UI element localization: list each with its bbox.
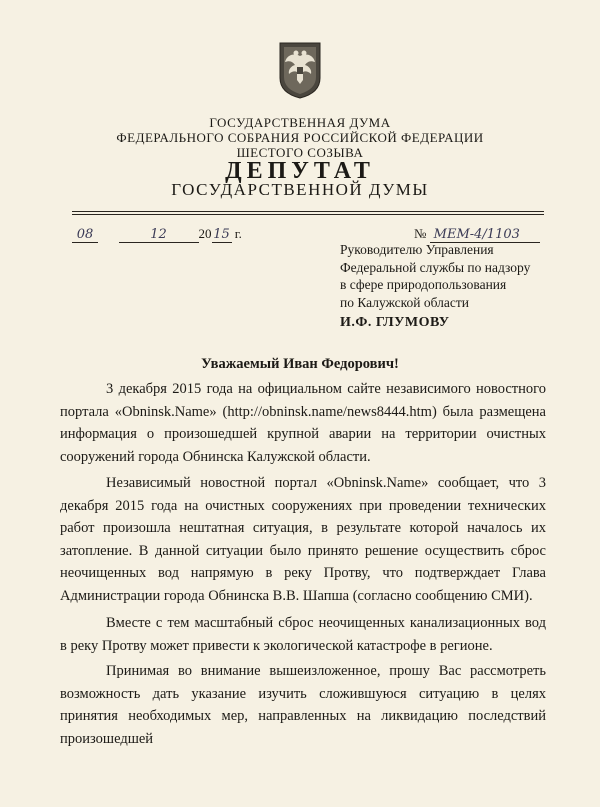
addressee-name: И.Ф. ГЛУМОВУ [340,315,450,330]
greeting: Уважаемый Иван Федорович! [201,356,399,372]
addressee-line-4: по Калужской области [340,294,470,310]
paragraph-3: Вместе с тем масштабный сброс неочищенных канализационных вод в реку Протву может привести к экологической катастрофе в регионе. [60,615,546,654]
date-year-suffix: 15 [213,227,230,242]
date-month: 12 [119,227,199,243]
letterhead-title: ДЕПУТАТ [225,158,375,184]
number-value: МЕМ-4/1103 [430,227,540,243]
addressee-line-1: Руководителю Управления [340,242,494,257]
addressee-line-2: Федеральной службы по надзору [340,259,531,275]
coat-of-arms-emblem-icon [277,40,323,100]
letter-date [72,226,242,243]
paragraph-4: Принимая во внимание вышеизложенное, прошу Вас рассмотреть возможность дать указание изучить сложившуюся ситуацию в целях принятия необходимых мер, направленных на ликвидацию последствий произошедшей [60,663,546,747]
header-line-1: ГОСУДАРСТВЕННАЯ ДУМА [209,115,391,130]
date-suffix: г. [234,226,242,241]
header-divider [72,211,544,212]
header-divider-thin [72,214,544,215]
paragraph-2: Независимый новостной портал «Obninsk.Name» сообщает, что 3 декабря 2015 года на очистных сооружениях при проведении технических работ произошла нештатная ситуация, в результате которой началось их затопление. В данной ситуации было принято решение осуществить сброс неочищенных вод напрямую в реку Протву, что подтверждает Глава Администрации города Обнинска В.В. Шапша (согласно сообщению СМИ). [60,475,546,604]
date-year-prefix: 20 [198,226,212,241]
header-line-3: ШЕСТОГО СОЗЫВА [236,145,364,160]
addressee-block [340,241,530,311]
letterhead-subtitle: ГОСУДАРСТВЕННОЙ ДУМЫ [171,180,429,199]
date-day: 08 [72,227,98,243]
number-label: № [414,226,427,241]
header-line-2: ФЕДЕРАЛЬНОГО СОБРАНИЯ РОССИЙСКОЙ ФЕДЕРАЦИИ [116,130,484,145]
paragraph-1: 3 декабря 2015 года на официальном сайте независимого новостного портала «Obninsk.Name» (http://obninsk.name/news8444.htm) была размещена информация о произошедшей крупной аварии на территории очистных сооружений города Обнинска Калужской области. [60,381,546,465]
addressee-line-3: в сфере природопользования [340,277,507,292]
